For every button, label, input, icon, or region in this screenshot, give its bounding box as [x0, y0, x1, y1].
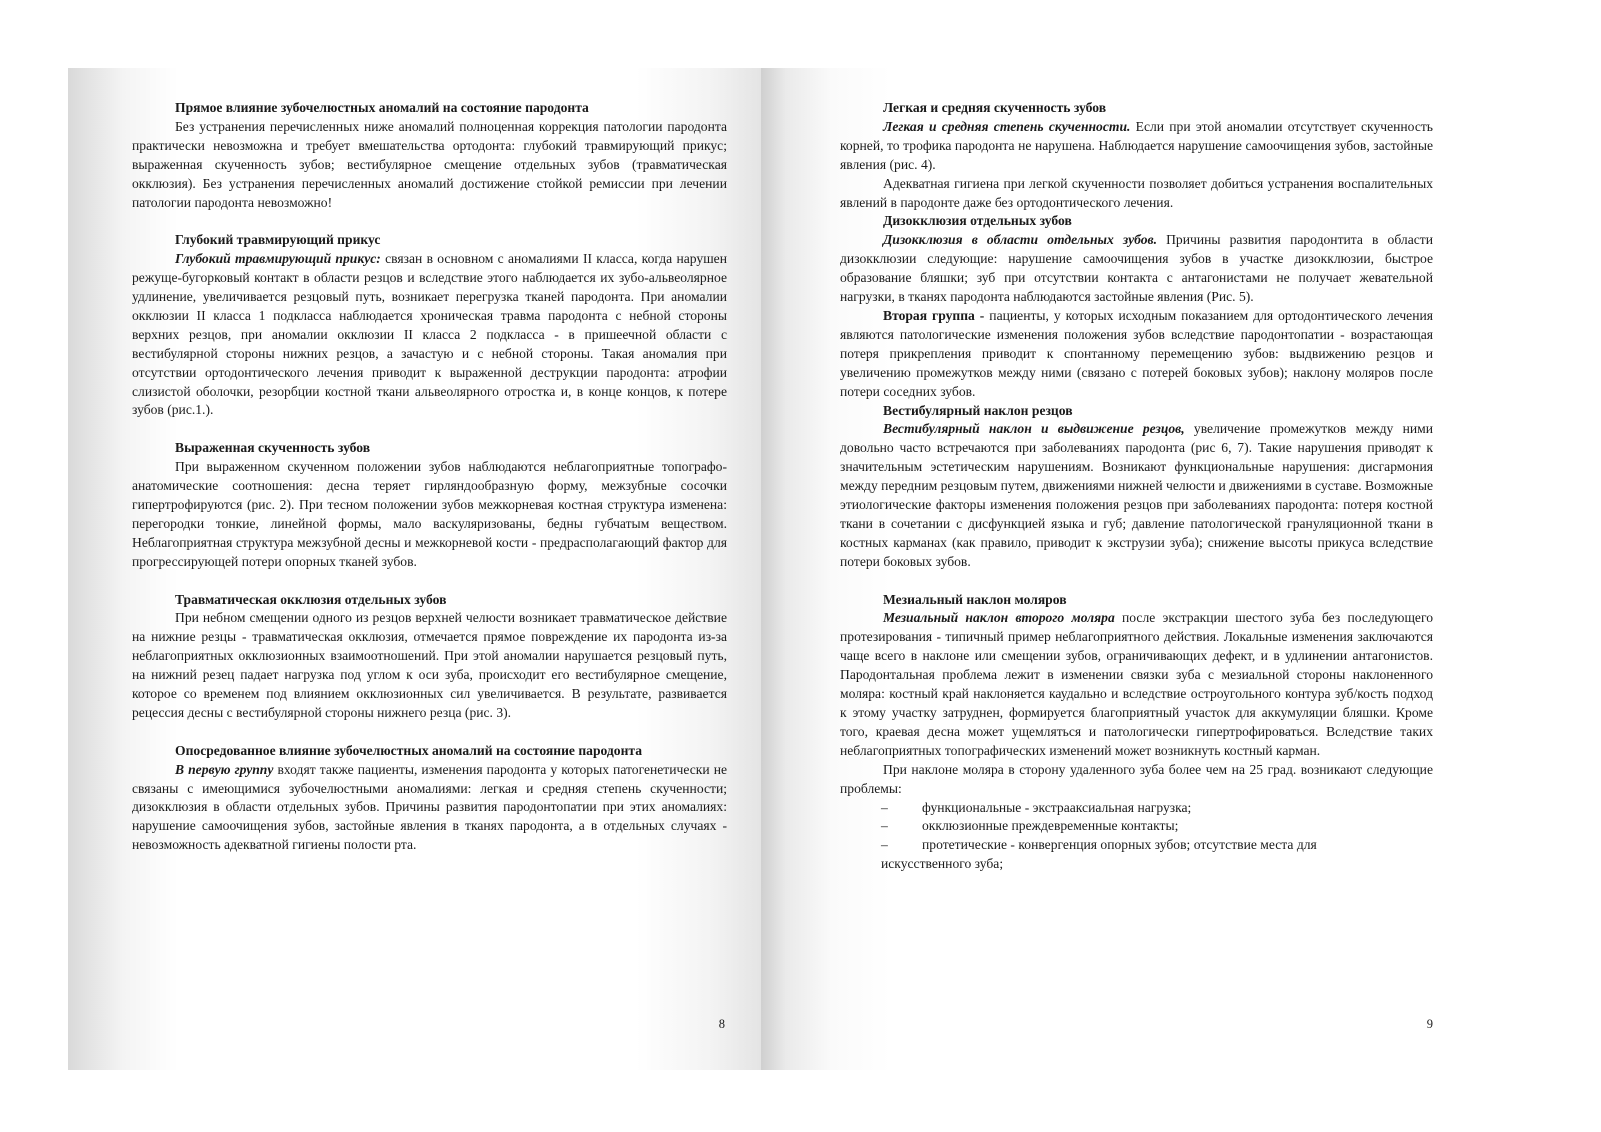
paragraph-text: увеличение промежутков между ними довольно часто встречаются при заболеваниях пародонта (рис 6, 7). Такие нарушения приводят к значительным эстетическим нарушениям. Возникают функциональные нарушения: дисгармония между передним резцовым путем, движениями нижней челюсти и движениями в суставе. Возможные этиологические факторы изменения положения резцов при заболеваниях пародонта: потеря костной ткани в сочетании с дисфункцией языка и губ; давление патологической грануляционной ткани в костных карманах (как правило, приводит к экструзии зуба); снижение высоты прикуса вследствие потери боковых зубов. — [840, 421, 1433, 569]
page-number: 9 — [1426, 1017, 1433, 1031]
left-page-text — [132, 99, 727, 855]
lead-term: Легкая и средняя степень скученности. — [883, 118, 1131, 134]
paragraph: При наклоне моляра в сторону удаленного зуба более чем на 25 град. возникают следующие проблемы: — [840, 761, 1433, 796]
right-page — [761, 68, 1477, 1070]
paragraph: При выраженном скученном положении зубов наблюдаются неблагоприятные топографо-анатомические соотношения: десна теряет гирляндообразную форму, межзубные сосочки гипертрофируются (рис. 2). При тесном положении зубов межкорневая костная структура изменена: перегородки тонкие, линейной формы, мало васкуляризованы, бедны губчатым веществом. Неблагоприятная структура межзубной десны и межкорневой кости - предрасполагающий фактор для прогрессирующей потери опорных тканей зубов. — [132, 459, 727, 569]
section-heading: Мезиальный наклон моляров — [883, 591, 1067, 607]
section-heading: Легкая и средняя скученность зубов — [883, 100, 1107, 115]
lead-term: Вестибулярный наклон и выдвижение резцов, — [883, 421, 1185, 437]
section-heading: Дизокклюзия отдельных зубов — [883, 213, 1072, 229]
lead-term: Мезиальный наклон второго моляра — [883, 610, 1115, 626]
page-number: 8 — [718, 1017, 725, 1031]
list-item — [840, 836, 1433, 855]
left-page — [68, 68, 761, 1070]
section-heading: Травматическая окклюзия отдельных зубов — [175, 591, 447, 607]
paragraph — [840, 307, 1433, 402]
list-item-text: протетические - конвергенция опорных зубов; отсутствие места для — [922, 837, 1317, 853]
list-item — [840, 817, 1433, 836]
paragraph-text: Если при этой аномалии отсутствует скученность корней, то трофика пародонта не нарушена. Наблюдается нарушение самоочищения зубов, застойные явления (рис. 4). — [840, 118, 1433, 172]
paragraph — [132, 250, 727, 420]
lead-term: Вторая группа - — [883, 307, 985, 323]
paragraph-text: после экстракции шестого зуба без последующего протезирования - типичный пример неблагоприятного действия. Локальные изменения заключаются чаще всего в наклоне или смещении зубов, ограничивающих дефект, и в удлинении антагонистов. Пародонтальная проблема лежит в изменении связки зуба с мезиальной стороны наклоненного моляра: костный край наклоняется каудально и вследствие остроугольного контура зуб/кость подход к этому участку затруднен, формируется благоприятный участок для аккумуляции бляшки. Кроме того, краевая десна может ущемляться и патологически гипертрофироваться. Вследствие таких неблагоприятных топографических изменений может возникнуть костный карман. — [840, 610, 1433, 758]
paragraph — [840, 118, 1433, 175]
lead-term: Дизокклюзия в области отдельных зубов. — [883, 232, 1157, 248]
list-item-text: окклюзионные преждевременные контакты; — [922, 818, 1179, 834]
paragraph — [840, 609, 1433, 760]
list-item-text: функциональные - экстрааксиальная нагрузка; — [922, 799, 1192, 815]
paragraph: Без устранения перечисленных ниже аномалий полноценная коррекция патологии пародонта практически невозможна и требует вмешательства ортодонта: глубокий травмирующий прикус; выраженная скученность зубов; вестибулярное смещение отдельных зубов (травматическая окклюзия). Без устранения перечисленных аномалий достижение стойкой ремиссии при лечении патологии пародонта невозможно! — [132, 118, 727, 210]
list-item — [840, 799, 1433, 818]
paragraph-text: связан в основном с аномалиями II класса, когда нарушен режуще-бугорковый контакт в области резцов и вследствие этого наблюдается их зубо-альвеолярное удлинение, увеличивается резцовый путь, возникает перегрузка тканей пародонта. При аномалии окклюзии II класса 1 подкласса наблюдается хроническая травма пародонта с небной стороны верхних резцов, при аномалии окклюзии II класса 2 подкласса - в пришеечной области с вестибулярной стороны нижних резцов, а зачастую и с небной стороны. Такая аномалия при отсутствии ортодонтического лечения приводит к выраженной деструкции пародонта: атрофии слизистой оболочки, резорбции костной ткани альвеолярного отростка и, в конце концов, к потере зубов (рис.1.). — [132, 251, 727, 418]
paragraph: Адекватная гигиена при легкой скученности позволяет добиться устранения воспалительных явлений в пародонте даже без ортодонтического лечения. — [840, 175, 1433, 210]
section-heading: Опосредованное влияние зубочелюстных аномалий на состояние пародонта — [175, 742, 643, 758]
dash-marker: – — [881, 837, 888, 853]
paragraph-text: Причины развития пародонтита в области дизокклюзии следующие: нарушение самоочищения зубов в участке дизокклюзии, быстрое образование бляшки; зуб при отсутствии контакта с антагонистами не получает жевательной нагрузки, в тканях пародонта наблюдаются застойные явления (Рис. 5). — [840, 232, 1433, 305]
right-page-text — [840, 99, 1433, 874]
section-heading: Вестибулярный наклон резцов — [883, 402, 1073, 418]
lead-term: В первую группу — [175, 761, 274, 777]
paragraph-text: пациенты, у которых исходным показанием для ортодонтического лечения являются патологические изменения положения зубов вследствие пародонтопатии - возрастающая потеря прикрепления приводит к спонтанному перемещению зубов: выдвижению резцов и увеличению промежутков между ними (связано с потерей боковых зубов); наклону моляров после потери соседних зубов. — [840, 307, 1433, 399]
paragraph — [132, 761, 727, 856]
dash-marker: – — [881, 799, 888, 815]
list-item-continuation: искусственного зуба; — [881, 856, 1004, 872]
dash-marker: – — [881, 818, 888, 834]
paragraph — [840, 420, 1433, 571]
paragraph — [840, 231, 1433, 307]
section-heading: Глубокий травмирующий прикус — [175, 232, 381, 248]
paragraph: При небном смещении одного из резцов верхней челюсти возникает травматическое действие на нижние резцы - травматическая окклюзия, отмечается прямое повреждение их пародонта из-за неблагоприятных окклюзионных взаимоотношений. При этой аномалии нарушается резцовый путь, на нижний резец падает нагрузка под углом к оси зуба, происходит его вестибулярное смещение, которое со временем под влиянием окклюзионных сил увеличивается. В результате, развивается рецессия десны с вестибулярной стороны нижнего резца (рис. 3). — [132, 610, 727, 720]
lead-term: Глубокий травмирующий прикус: — [175, 251, 381, 267]
section-heading: Выраженная скученность зубов — [175, 440, 371, 456]
section-heading: Прямое влияние зубочелюстных аномалий на состояние пародонта — [175, 100, 589, 115]
paragraph-text: входят также пациенты, изменения пародонта у которых патогенетически не связаны с имеющимися зубочелюстными аномалиями: легкая и средняя степень скученности; дизокклюзия в области отдельных зубов. Причины развития пародонтопатии при этих аномалиях: нарушение самоочищения зубов, застойные явления в тканях пародонта, а в отдельных случаях - невозможность адекватной гигиены полости рта. — [132, 761, 727, 853]
